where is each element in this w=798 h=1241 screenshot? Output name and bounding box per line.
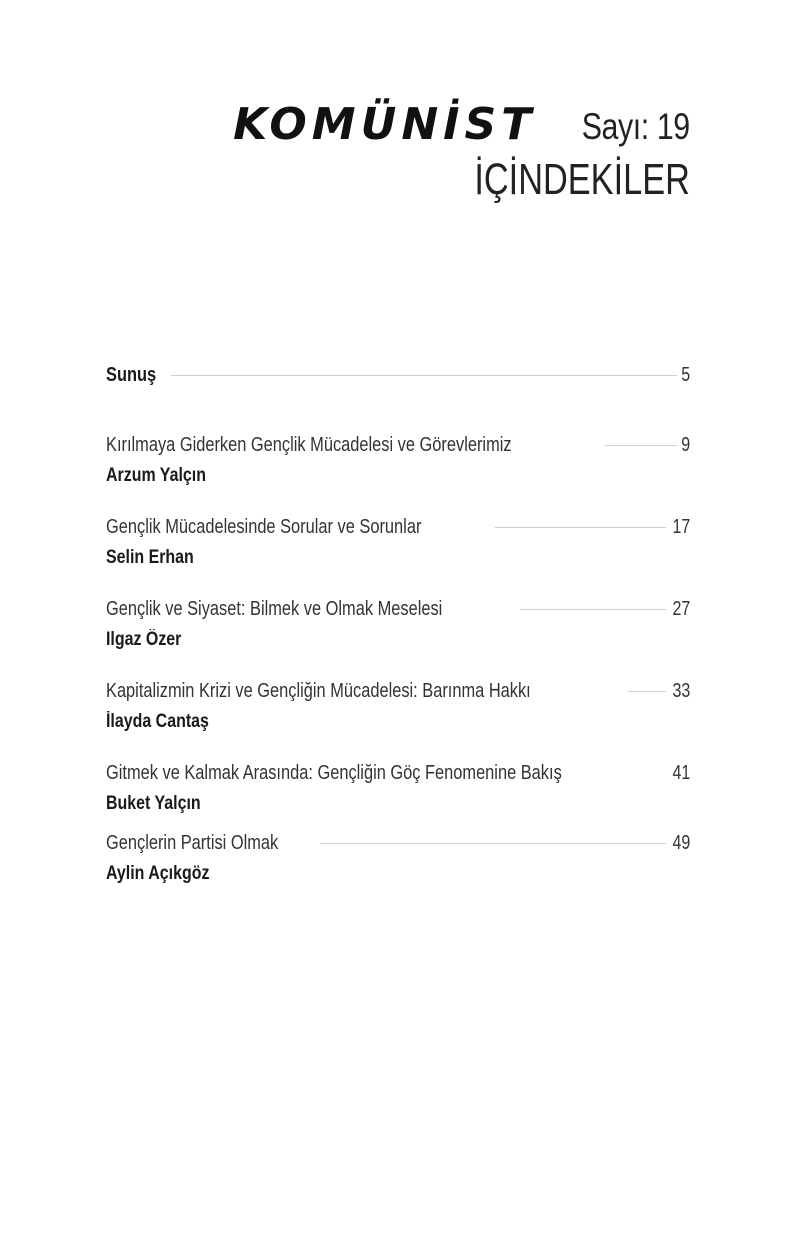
entry-author: Ilgaz Özer [106,629,182,650]
toc-entry[interactable] [106,680,690,735]
dot-leader [628,691,666,692]
page-header [233,96,690,206]
dot-leader [171,375,677,376]
entry-title: Gençlik Mücadelesinde Sorular ve Sorunlar [106,516,422,538]
entry-author: Aylin Açıkgöz [106,863,210,884]
entry-author: Selin Erhan [106,547,194,568]
entry-title: Kapitalizmin Krizi ve Gençliğin Mücadelesi: Barınma Hakkı [106,680,531,702]
page-number: 9 [681,434,690,456]
entry-author: İlayda Cantaş [106,711,209,732]
contents-heading: İÇİNDEKİLER [474,155,690,204]
toc-entry[interactable] [106,434,690,489]
magazine-brand: KOMÜNİST [233,99,537,150]
entry-author: Buket Yalçın [106,793,201,814]
toc-entry[interactable] [106,832,690,887]
entry-title: Gençlerin Partisi Olmak [106,832,279,854]
dot-leader [495,527,666,528]
page-number: 49 [672,832,690,854]
issue-number: Sayı: 19 [581,106,690,147]
entry-title: Kırılmaya Giderken Gençlik Mücadelesi ve Görevlerimiz [106,434,512,456]
dot-leader [520,609,666,610]
dot-leader [605,445,677,446]
toc-entry[interactable] [106,762,690,817]
page-number: 33 [672,680,690,702]
entry-title: Gençlik ve Siyaset: Bilmek ve Olmak Meselesi [106,598,443,620]
toc-entry[interactable] [106,598,690,653]
entry-title: Sunuş [106,364,157,386]
dot-leader [320,843,666,844]
page-number: 17 [672,516,690,538]
entry-title: Gitmek ve Kalmak Arasında: Gençliğin Göç Fenomenine Bakış [106,762,562,784]
page-number: 27 [672,598,690,620]
toc-entry-sunus[interactable] [106,364,690,390]
page-number: 41 [672,762,691,784]
toc-entry[interactable] [106,516,690,571]
title-row [233,96,690,154]
page-number: 5 [681,364,690,386]
entry-author: Arzum Yalçın [106,465,206,486]
